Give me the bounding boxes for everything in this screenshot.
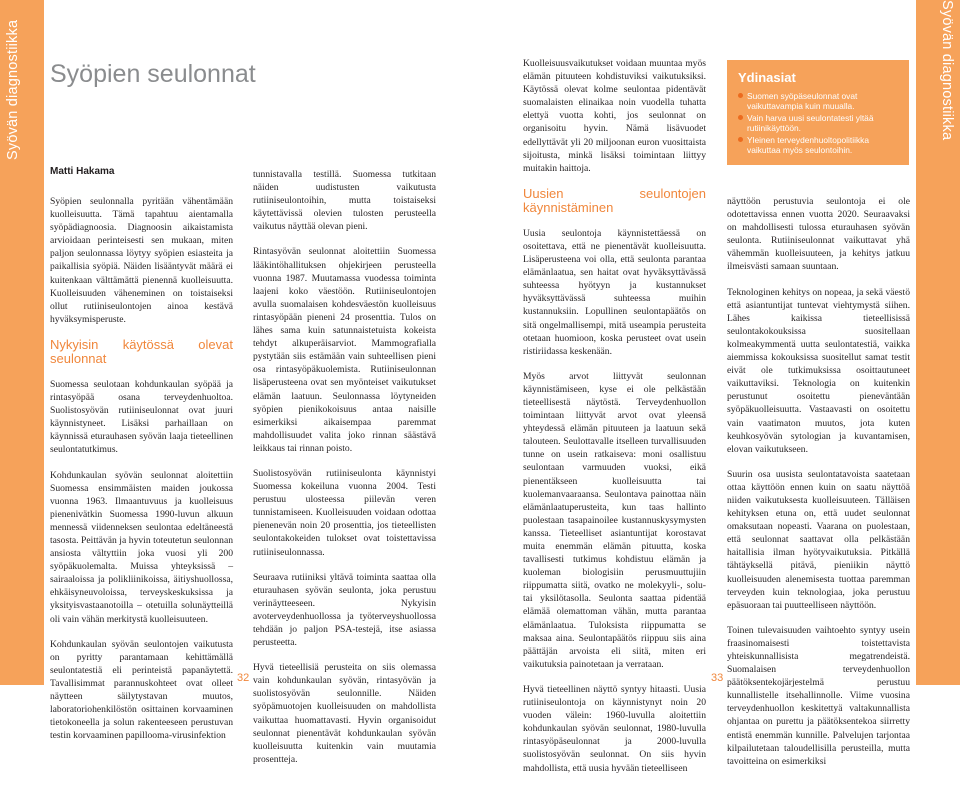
paragraph: Kuolleisuusvaikutukset voidaan muuntaa myös elämän pituuteen kohdistuviksi vaikutuksiksi. Käytössä olevat kolme seulontaa pidentävät suomalaisten elinaikaa noin vuodella tuhatta elettyä vuotta kohti, jos seulonnat on organisoitu hyvin. Nämä lisävuodet edellyttävät yli 20 miljoonan euron vuosittaista sijoitusta, minkä lisäksi toimintaan liittyy muitakin haittoja. <box>523 58 706 174</box>
key-points-box <box>727 60 909 165</box>
author-name: Matti Hakama <box>50 166 115 177</box>
section-heading: Uusien seulontojen käynnistäminen <box>523 185 706 215</box>
paragraph: Syöpien seulonnalla pyritään vähentämään kuolleisuutta. Tämä tapahtuu aientamalla syöpädiagnoosia. Diagnoosin aikaistamista arvioidaan perinteisesti sen mukaan, miten paljon seulonnassa löytyy syöpien esiasteita ja paikallisia syöpiä. Näiden lisääntyvät määrä ei kuitenkaan välttämättä pienennä kuolleisuutta. Kuolleisuuden väheneminen on toistaiseksi ollut rutiiniseulontojen ainoa kestävä hyväksymisperuste. <box>50 196 233 325</box>
column-1 <box>50 195 233 754</box>
paragraph: Kohdunkaulan syövän seulonnat aloitettiin Suomessa ensimmäisten maiden joukossa vuonna 1963. Ilmaantuvuus ja kuolleisuus pienenivätkin Suomessa 1990-luvun alkuun mennessä viidenneksen seulontaa edeltäneestä tasosta. Peittävän ja hyvin toteutetun seulonnan ansiosta vältyttiin joka vuosi yli 200 syöpäkuolemalta. Muissa yhteyksissä – sairaaloissa ja polikliinikoissa, äitiyshuollossa, ehkäisyneuvoloissa, terveyskeskuksissa ja yksityisvastaanotoilla – otetuilla solunäytteillä oli vain vähän merkitystä kuolleisuuteen. <box>50 469 233 625</box>
left-side-strip <box>0 0 44 685</box>
paragraph: Teknologinen kehitys on nopeaa, ja sekä väestö että asiantuntijat tuntevat viehtymystä siihen. Lähes kaikissa tieteellisissä seulontakokouksissa suositellaan kolmeakymmentä uutta seulontatestiä, vaikka aiemmissa kokouksissa suositellut samat testit eivät ole tutkimuksissa osoittautuneet vaikuttaviksi. Teknologia on kuitenkin perustunut osoitettu pieneväntään syöpäkuolleisuutta. Vastaavasti on osoitettu vain vaatimaton muutos, jota kuten keuhkosyövän sytologian ja kuvantamisen, elovan vaikutukseen. <box>727 286 910 455</box>
page-number-right: 33 <box>711 672 724 684</box>
list-item: Yleinen terveydenhuoltopolitiikka vaikuttaa myös seulontoihin. <box>738 135 903 155</box>
paragraph: Toinen tulevaisuuden vaihtoehto syntyy usein fraasinomaisesti toistettavista yhteiskunnallisista megatrendeistä. Suomalaisen terveydenhuollon päätöksentekojärjestelmä perustuu kunnallistelle itsehallinnolle. Viime vuosina terveydenhuollon keskitettyä valtakunnallista ohjantaa on purettu ja päätöksentekoa siirretty entistä enemmän kunnille. Palvelujen tarjontaa kilpailutetaan taloudellisilla perusteilla, mutta tavoitteina on esimerkiksi <box>727 624 910 767</box>
column-2 <box>253 168 436 778</box>
paragraph: Myös arvot liittyvät seulonnan käynnistämiseen, kyse ei ole pelkästään tieteellisestä näytöstä. Terveydenhuollon toimintaan liittyvät arvot ovat yleensä yhteydessä elämän pituuteen ja laatuun sekä talouteen. Seulottavalle itselleen turvallisuuden tunne on usein ratkaiseva: moni osallistuu seulontaan varmuuden vuoksi, eikä pienentäkseen kuolleisuutta tai kuolemanvaaraansa. Seulontava painottaa näin elämänlaatuperusteita, kun taas hallinto puolestaan tasapainoilee kustannuskysymysten kanssa. Tieteelliset asiantuntijat korostavat muita enemmän elämän pituutta, koska tavallisesti tutkimus kohdistuu elämän ja kuoleman biologisiin perusmuuttujiin riippumatta siitä, ovatko ne molekyyli-, solu- tai yksilötasolla. Seulonta saattaa pidentää elämää olemattoman vähän, mutta parantaa elämänlaatua. Tuloksista riippumatta se maksaa aina. Seulontapäätös riippuu siis aina päättäjän arvoista eli siitä, miten eri vaikutuksia painotetaan ja verrataan. <box>523 370 706 670</box>
paragraph: Hyvä tieteellinen näyttö syntyy hitaasti. Uusia rutiiniseulontoja on käynnistynyt noin 20 vuoden välein: 1960-luvulla aloitettiin kohdunkaulan syövän seulonnat, 1980-luvulla rintasyöpäseulonnat ja 2000-luvulla suolistosyövän seulonnat. On siis hyvin mahdollista, että uusia hyvään tieteelliseen <box>523 683 706 774</box>
page-title: Syöpien seulonnat <box>50 60 256 88</box>
paragraph: Kohdunkaulan syövän seulontojen vaikutusta on pyritty parantamaan kehittämällä seulontatestiä eli perinteistä papanäytettä. Tavallisimmat parannuskohteet ovat olleet näytteen säilytystavan muutos, laboratoriohenkilöstön osittainen korvaaminen tietokoneella ja solun rakenteeseen perustuvan testin korvaaminen papillooma-virusinfektion <box>50 638 233 742</box>
paragraph: Rintasyövän seulonnat aloitettiin Suomessa lääkintöhallituksen ohjekirjeen perusteella vuonna 1987. Muutamassa vuodessa toiminta laajeni koko väestöön. Rutiiniseulontojen avulla suomalaisen kohdesväestön kuolleisuus rintasyöpään pieneni 24 prosenttia. Tulos on lähes sama kuin satunnaistetuista kokeista tehdyt alkuperäisarviot. Mammografialla pystytään siis estämään vain suhteellisen pieni osa rintasyöpäkuolemista. Rutiiniseulonnan lisäperusteena ovat sen myönteiset vaikutukset elämän laatuun. Seulonnassa löytyneiden syöpien pienikokoisuus antaa naisille esimerkiksi aikaisempaa paremmat mahdollisuudet valita joko rinnan säästävä leikkaus tai rinnan poisto. <box>253 246 436 454</box>
side-label-left: Syövän diagnostiikka <box>5 19 21 160</box>
paragraph: Hyvä tieteellisiä perusteita on siis olemassa vain kohdunkaulan syövän, rintasyövän ja suolistosyövän seulonnille. Näiden syöpämuotojen kuolleisuuden on mahdollista vaikuttaa huomattavasti. Hyvin organisoidut seulonnat pienentävät kohdunkaulan syövän kuolleisuutta kuitenkin vain muutamia prosentteja. <box>253 662 436 765</box>
paragraph: Suolistosyövän rutiiniseulonta käynnistyi Suomessa kokeiluna vuonna 2004. Testi perustuu ulosteessa piilevän veren tunnistamiseen. Kuolleisuuden voidaan odottaa pienenevän noin 20 prosenttia, jos tieteellisten seulontakokeiden tulokset ovat toistettavissa rutiiniseulonnassa. <box>253 467 436 558</box>
key-points-title: Ydinasiat <box>738 70 796 85</box>
paragraph: Seuraava rutiiniksi yltävä toiminta saattaa olla eturauhasen syövän seulonta, joka perustuu verinäytteeseen. Nykyisin avoterveydenhuollossa ja työterveyshuollossa tehdään jo paljon PSA-testejä, itse asiassa perusteetta. <box>253 571 436 649</box>
paragraph: näyttöön perustuvia seulontoja ei ole odotettavissa ennen vuotta 2020. Seuraavaksi on mahdollisesti tulossa eturauhasen syövän seulonta. Rutiiniseulonnat vaikuttavat yhä vähemmän kuolleisuuteen, ja kehitys jatkuu ilmeisvästi samaan suuntaan. <box>727 196 910 273</box>
bullet-icon <box>738 93 743 98</box>
list-item: Vain harva uusi seulontatesti yltää rutiinikäyttöön. <box>738 113 903 133</box>
right-side-strip <box>916 0 960 685</box>
column-3 <box>523 57 706 787</box>
page-number-left: 32 <box>237 672 250 684</box>
paragraph: Suomessa seulotaan kohdunkaulan syöpää ja rintasyöpää osana terveydenhuoltoa. Suolistosyövän rutiiniseulonnat ovat juuri käynnistyneet. Lisäksi parhaillaan on käynnissä eturauhasen syövän laaja tieteellinen seulontatutkimus. <box>50 378 233 456</box>
key-points-list <box>727 91 909 155</box>
paragraph: Uusia seulontoja käynnistettäessä on osoitettava, että ne pienentävät kuolleisuutta. Lisäperusteena voi olla, että seulonta parantaa elämänlaatua, sen haitat ovat hyväksyttävässä suhteessa hyötyyn ja kustannukset hyväksyttävässä suhteessa muihin kustannuksiin. Lopullinen seulontapäätös on sitä ongelmallisempi, mitä useampia perusteita otetaan huomioon, koska perusteet ovat usein ristiriidassa keskenään. <box>523 227 706 357</box>
section-heading: Nykyisin käytössä olevat seulonnat <box>50 336 233 366</box>
side-label-right: Syövän diagnostiikka <box>939 0 955 141</box>
list-item: Suomen syöpäseulonnat ovat vaikuttavampia kuin muualla. <box>738 91 903 111</box>
bullet-icon <box>738 115 743 120</box>
paragraph: tunnistavalla testillä. Suomessa tutkitaan näiden uudistusten vaikutusta rutiiniseulontoihin, mutta toistaiseksi käytettävissä olevien tulosten perusteella vaikutus näyttää olevan pieni. <box>253 169 436 233</box>
bullet-icon <box>738 137 743 142</box>
paragraph: Suurin osa uusista seulontatavoista saatetaan ottaa käyttöön ennen kuin on saatu näyttöä niiden vaikutuksesta kuolleisuuteen. Tälläisen kehityksen etuna on, että uudet seulonnat omaksutaan nopeasti. Vaarana on puolestaan, että seulonnat saattavat olla pelkästään haitallisia ilman hyötyvaikutuksia. Pitkällä tähtäyksellä pitävä, pieniikin näyttö kuolleisuuden alenemisesta tuottaa paremman terveyden kuin teknologiaa, joka perustuu epäsuoraan tai puutteelliseen näyttöön. <box>727 468 910 611</box>
column-4 <box>727 195 910 780</box>
